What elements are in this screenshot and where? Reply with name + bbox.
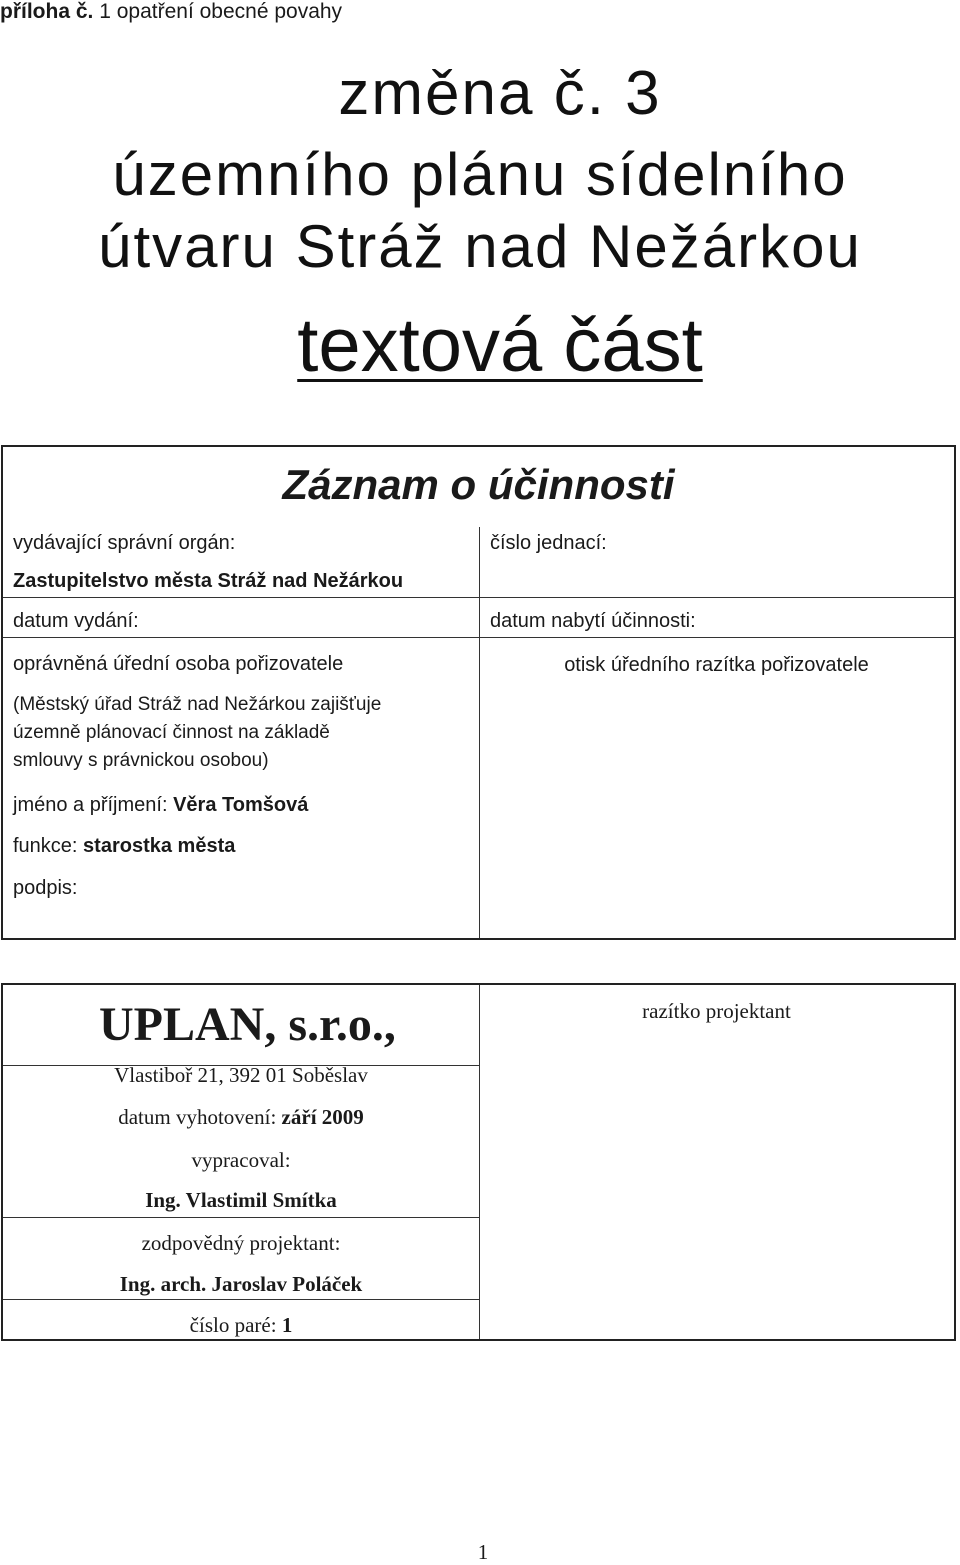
title-line-2: územního plánu sídelního [112,141,848,208]
prepared-date-row [3,1105,479,1130]
document-header [0,0,342,24]
signature-label: podpis: [13,877,78,899]
responsible-value [3,1272,479,1297]
column-divider [479,527,480,938]
company-address: Vlastiboř 21, 392 01 Soběslav [114,1063,368,1087]
name-value: Věra Tomšová [173,794,309,816]
prepared-by-value [3,1188,479,1213]
official-note-3: smlouvy s právnickou osobou) [13,750,269,771]
copy-number-label: číslo paré: [189,1313,277,1337]
responsible-name: Ing. arch. Jaroslav Poláček [119,1272,363,1296]
prepared-by-label: vypracoval: [191,1148,291,1172]
responsible-label: zodpovědný projektant: [141,1231,341,1255]
page-number: 1 [477,1540,489,1564]
prepared-date-label: datum vyhotovení: [118,1105,277,1129]
issuer-name: Zastupitelstvo města Stráž nad Nežárkou [13,570,404,592]
official-note-1: (Městský úřad Stráž nad Nežárkou zajišťuje [13,694,382,715]
title-line-3: útvaru Stráž nad Nežárkou [98,213,862,280]
record-heading: Záznam o účinnosti [282,461,675,508]
project-info-box [1,983,956,1341]
issue-date-label: datum vydání: [13,610,139,632]
title-line-1: změna č. 3 [338,59,662,128]
header-label: příloha č. [0,0,94,23]
copy-number-row [3,1313,479,1338]
column-divider [479,985,480,1339]
company-name: UPLAN, s.r.o., [99,998,396,1051]
prepared-by-name: Ing. Vlastimil Smítka [145,1188,337,1212]
record-of-effect-box [1,445,956,940]
official-note-2: územně plánovací činnost na základě [13,722,330,743]
title-line-4 [0,302,960,389]
copy-number-value: 1 [281,1313,293,1337]
function-row [13,832,235,860]
name-label: jméno a příjmení: [13,794,168,816]
divider [479,597,954,598]
office-stamp-label: otisk úředního razítka pořizovatele [564,654,869,676]
effective-date-label: datum nabytí účinnosti: [490,610,696,632]
divider [3,1217,479,1218]
header-text: 1 opatření obecné povahy [99,0,343,23]
function-label: funkce: [13,835,78,857]
issuer-label: vydávající správní orgán: [13,532,236,554]
prepared-date-value: září 2009 [281,1105,364,1129]
reference-number-label: číslo jednací: [490,532,607,554]
name-row [13,791,308,819]
divider [3,597,479,598]
designer-stamp-label: razítko projektant [642,999,791,1023]
issuer-value [13,567,403,595]
title-text-part: textová část [297,303,703,388]
function-value: starostka města [83,835,236,857]
official-label: oprávněná úřední osoba pořizovatele [13,653,344,675]
divider [3,637,954,638]
divider [3,1299,479,1300]
